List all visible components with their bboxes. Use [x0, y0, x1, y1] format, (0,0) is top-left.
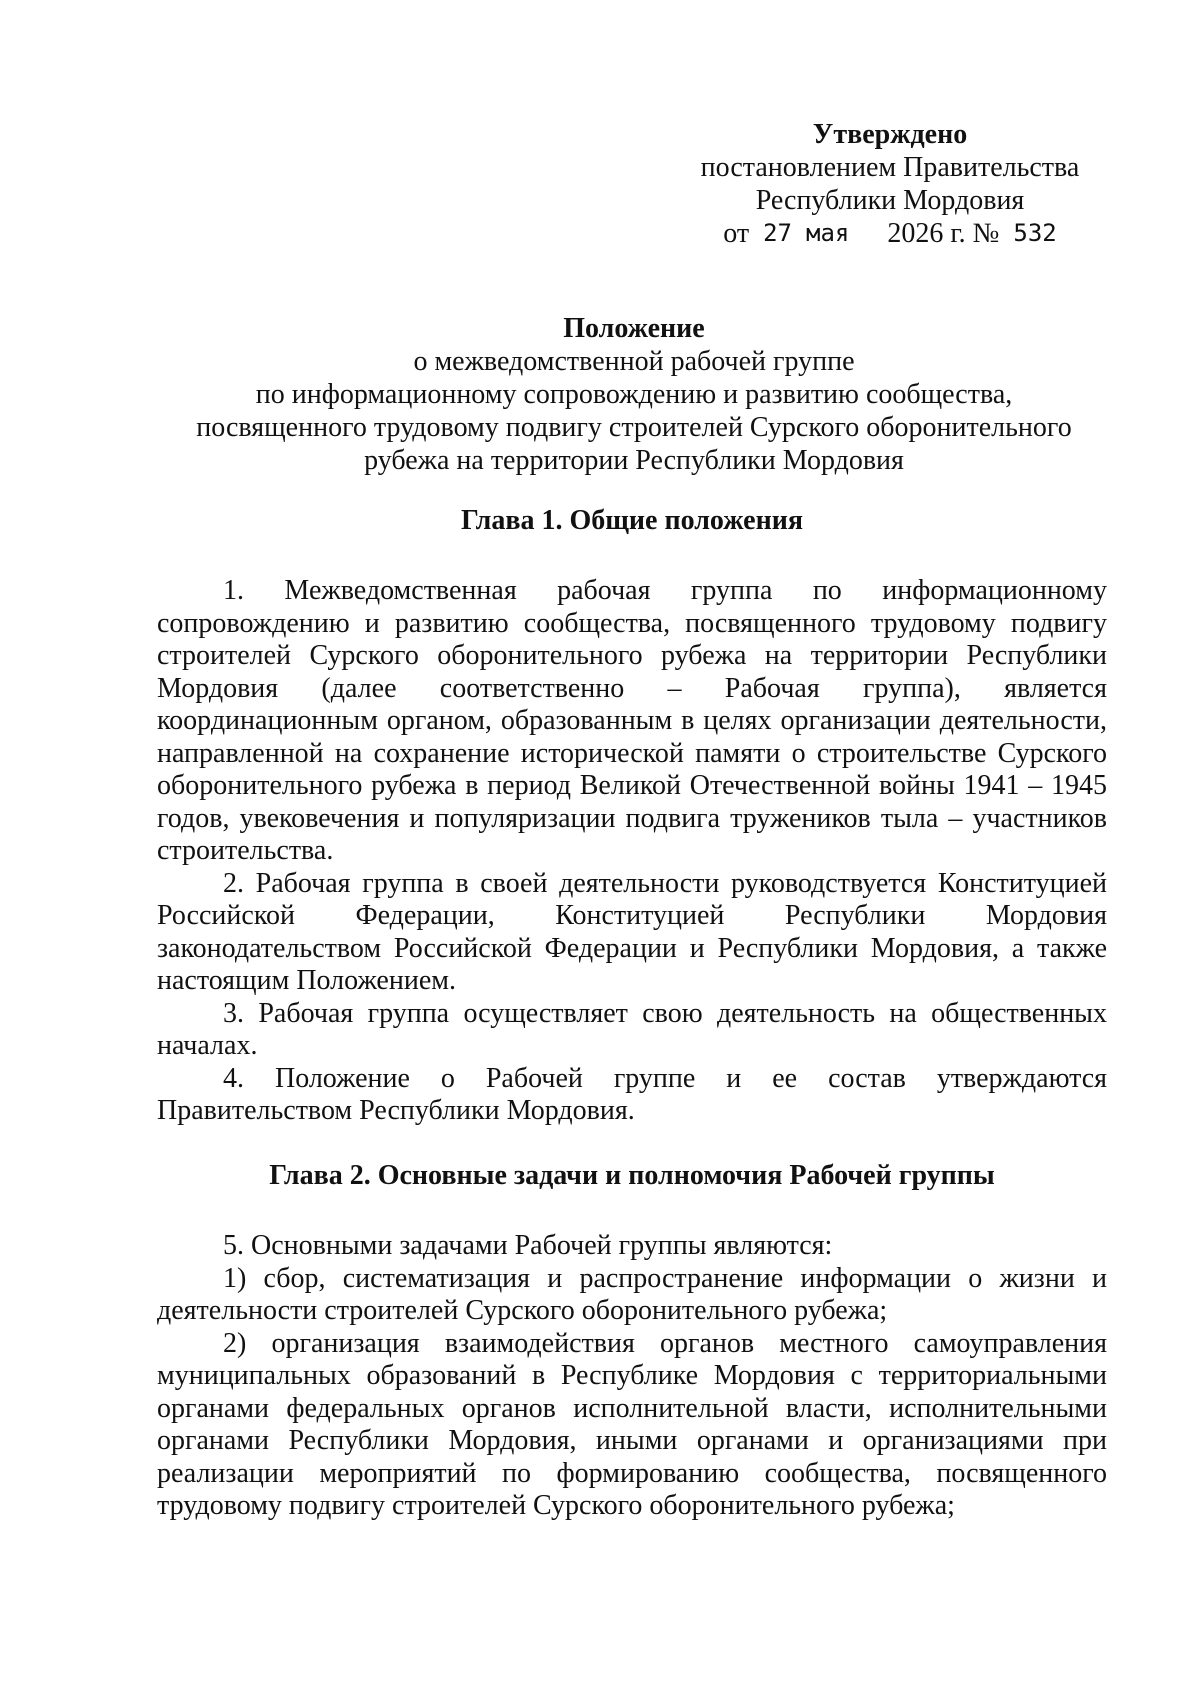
title-line: посвященного трудовому подвигу строителей Сурского оборонительного: [196, 412, 1072, 443]
chapter-1-heading: Глава 1. Общие положения: [460, 505, 803, 536]
paragraph: 1. Межведомственная рабочая группа по информационному сопровождению и развитию сообщества, посвященного трудовому подвигу строителей Сурского оборонительного рубежа на территории Республики Мордовия (далее соответственно – Рабочая группа), является координационным органом, образованным в целях организации деятельности, направленной на сохранение исторической памяти о строительстве Сурского оборонительного рубежа в период Великой Отечественной войны 1941 – 1945 годов, увековечения и популяризации подвига тружеников тыла – участников строительства.: [157, 575, 1107, 866]
paragraph: 2. Рабочая группа в своей деятельности руководствуется Конституцией Российской Федерации, Конституцией Республики Мордовия законодательством Российской Федерации и Республики Мордовия, а также настоящим Положением.: [157, 867, 1107, 996]
paragraph: 1) сбор, систематизация и распространение информации о жизни и деятельности строителей Сурского оборонительного рубежа;: [157, 1262, 1107, 1326]
title-line: о межведомственной рабочей группе: [413, 346, 855, 377]
date-prefix: от: [723, 218, 750, 249]
paragraph: 2) организация взаимодействия органов местного самоуправления муниципальных образований в Республике Мордовия с территориальными органами федеральных органов исполнительной власти, исполнительными органами Республики Мордовия, иными органами и организациями при реализации мероприятий по формированию сообщества, посвященного трудовому подвигу строителей Сурского оборонительного рубежа;: [157, 1327, 1107, 1521]
approval-stamp: [690, 118, 1090, 250]
approval-date-line: [690, 217, 1090, 250]
date-month: мая: [806, 219, 850, 247]
date-year: 2026 г. №: [887, 218, 1000, 249]
chapter-1-heading-block: [157, 505, 1107, 538]
title-line: рубежа на территории Республики Мордовия: [364, 445, 904, 476]
approval-line-2: Республики Мордовия: [755, 185, 1025, 216]
paragraph: 4. Положение о Рабочей группе и ее состав утверждаются Правительством Республики Мордовия.: [157, 1062, 1107, 1126]
chapter-2-body: [157, 1230, 1107, 1523]
document-title: [150, 312, 1118, 477]
approval-heading: Утверждено: [812, 119, 968, 150]
chapter-2-heading-block: [157, 1160, 1107, 1193]
date-day: 27: [763, 219, 792, 247]
paragraph: 3. Рабочая группа осуществляет свою деятельность на общественных началах.: [157, 997, 1107, 1061]
paragraph: 5. Основными задачами Рабочей группы являются:: [223, 1230, 833, 1261]
chapter-1-body: [157, 575, 1107, 1128]
document-number: 532: [1013, 219, 1057, 247]
approval-line-1: постановлением Правительства: [700, 152, 1080, 183]
title-main: Положение: [563, 313, 705, 344]
title-line: по информационному сопровождению и развитию сообщества,: [255, 379, 1013, 410]
chapter-2-heading: Глава 2. Основные задачи и полномочия Рабочей группы: [269, 1160, 995, 1191]
